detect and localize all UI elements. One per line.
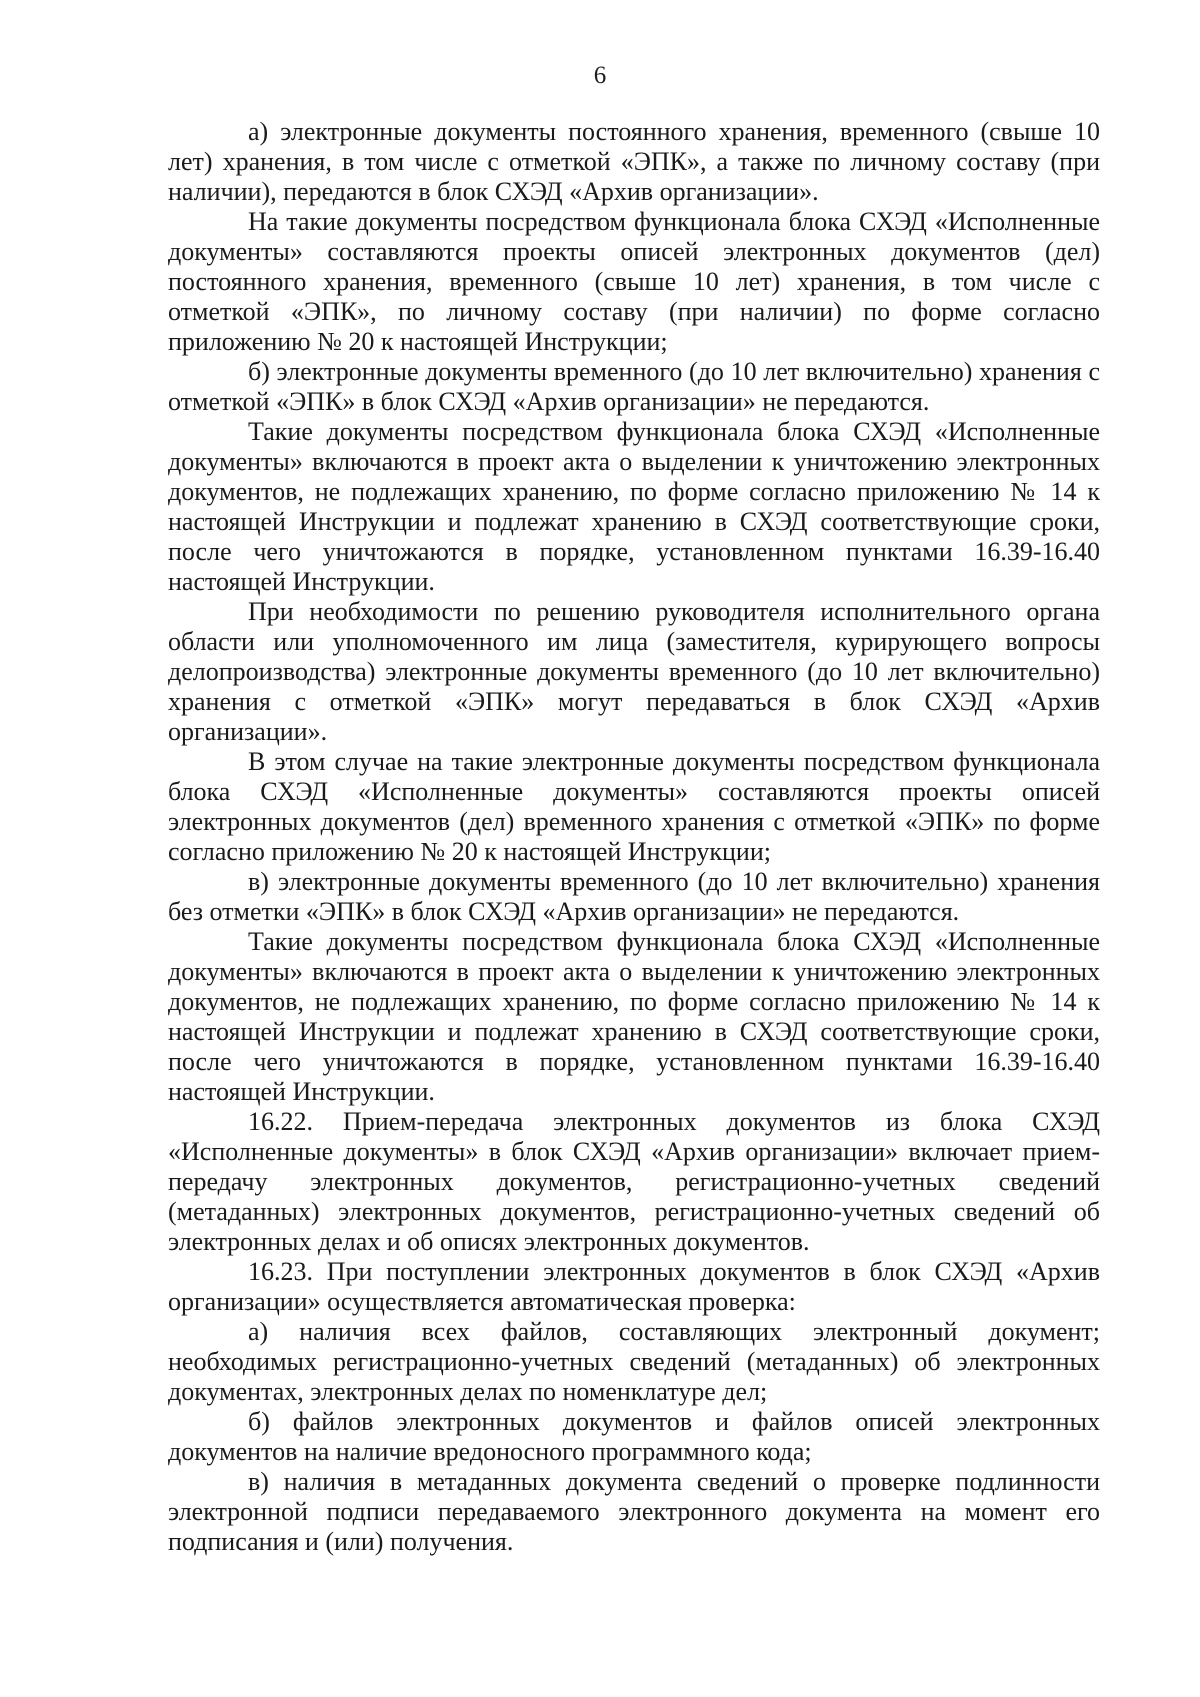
paragraph-16-22: 16.22. Прием-передача электронных документов из блока СХЭД «Исполненные документы» в блок СХЭД «Архив организации» включает прием-передачу электронных документов, регистрационно-учетных сведений (метаданных) электронных документов, регистрационно-учетных сведений об электронных делах и об описях электронных документов. <box>168 1107 1100 1256</box>
paragraph-16-23: 16.23. При поступлении электронных документов в блок СХЭД «Архив организации» осуществляется автоматическая проверка: <box>168 1257 1100 1316</box>
page-number: 6 <box>593 62 607 89</box>
document-body <box>168 117 1100 1557</box>
paragraph-b-temporary-epk: б) электронные документы временного (до 10 лет включительно) хранения с отметкой «ЭПК» в блок СХЭД «Архив организации» не передаются. <box>168 357 1100 416</box>
paragraph-destruction-act-2: Такие документы посредством функционала блока СХЭД «Исполненные документы» включаются в проект акта о выделении к уничтожению электронных документов, не подлежащих хранению, по форме согласно приложению № 14 к настоящей Инструкции и подлежат хранению в СХЭД соответствующие сроки, после чего уничтожаются в порядке, установленном пунктами 16.39-16.40 настоящей Инструкции. <box>168 927 1100 1106</box>
paragraph-check-v: в) наличия в метаданных документа сведений о проверке подлинности электронной подписи передаваемого электронного документа на момент его подписания и (или) получения. <box>168 1467 1100 1556</box>
paragraph-v-without-epk: в) электронные документы временного (до 10 лет включительно) хранения без отметки «ЭПК» в блок СХЭД «Архив организации» не передаются. <box>168 867 1100 926</box>
paragraph-by-decision: При необходимости по решению руководителя исполнительного органа области или уполномоченного им лица (заместителя, курирующего вопросы делопроизводства) электронные документы временного (до 10 лет включительно) хранения с отметкой «ЭПК» могут передаваться в блок СХЭД «Архив организации». <box>168 597 1100 746</box>
paragraph-check-a: а) наличия всех файлов, составляющих электронный документ; необходимых регистрационно-учетных сведений (метаданных) об электронных документах, электронных делах по номенклатуре дел; <box>168 1317 1100 1406</box>
paragraph-check-b: б) файлов электронных документов и файлов описей электронных документов на наличие вредоносного программного кода; <box>168 1407 1100 1466</box>
paragraph-inventory-temporary: В этом случае на такие электронные документы посредством функционала блока СХЭД «Исполненные документы» составляются проекты описей электронных документов (дел) временного хранения с отметкой «ЭПК» по форме согласно приложению № 20 к настоящей Инструкции; <box>168 747 1100 866</box>
paragraph-destruction-act-1: Такие документы посредством функционала блока СХЭД «Исполненные документы» включаются в проект акта о выделении к уничтожению электронных документов, не подлежащих хранению, по форме согласно приложению № 14 к настоящей Инструкции и подлежат хранению в СХЭД соответствующие сроки, после чего уничтожаются в порядке, установленном пунктами 16.39-16.40 настоящей Инструкции. <box>168 417 1100 596</box>
paragraph-a-transfer: а) электронные документы постоянного хранения, временного (свыше 10 лет) хранения, в том числе с отметкой «ЭПК», а также по личному составу (при наличии), передаются в блок СХЭД «Архив организации». <box>168 117 1100 206</box>
paragraph-inventory-permanent: На такие документы посредством функционала блока СХЭД «Исполненные документы» составляются проекты описей электронных документов (дел) постоянного хранения, временного (свыше 10 лет) хранения, в том числе с отметкой «ЭПК», по личному составу (при наличии) по форме согласно приложению № 20 к настоящей Инструкции; <box>168 207 1100 356</box>
